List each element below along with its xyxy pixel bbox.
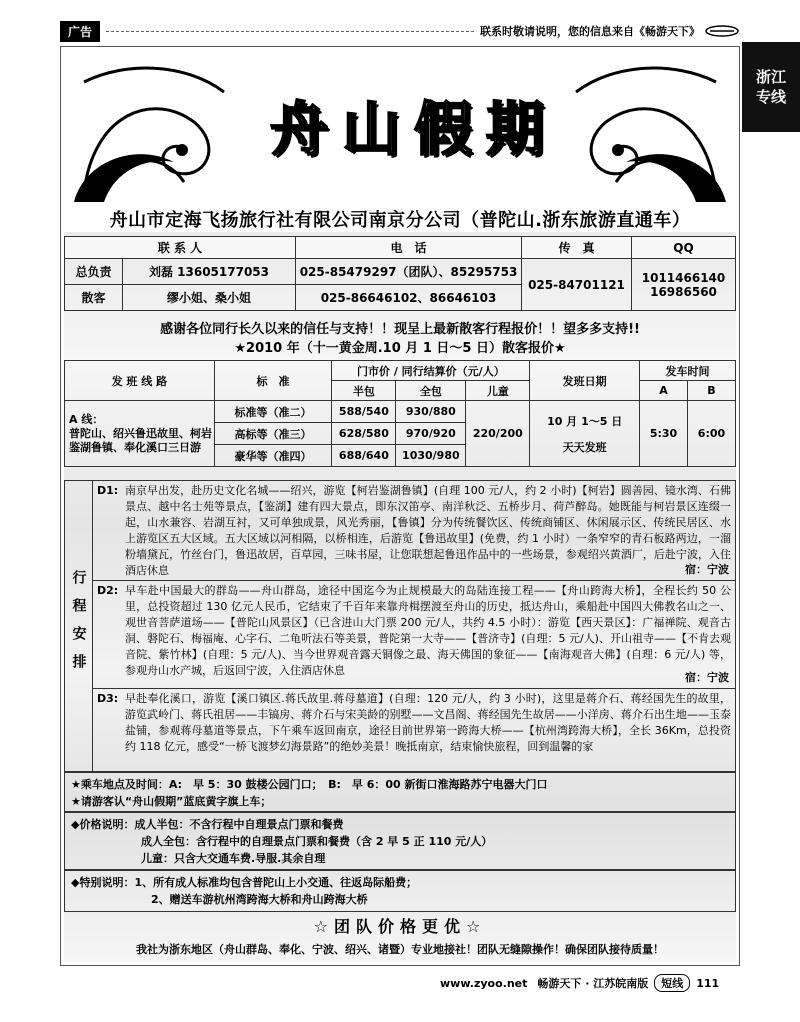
date-range: 10 月 1～5 日 bbox=[547, 414, 623, 428]
thanks-line1: 感谢各位同行长久以来的信任与支持！！现呈上最新散客行程报价！！望多多支持!! bbox=[160, 322, 640, 337]
group-text: 我社为浙东地区（舟山群岛、奉化、宁波、绍兴、诸暨）专业地接社！团队无缝隙操作！确保团队接待质量！ bbox=[136, 943, 664, 956]
itinerary bbox=[64, 480, 736, 772]
header-fax: 传 真 bbox=[522, 237, 632, 259]
day-3 bbox=[93, 689, 735, 773]
day-1-text: 南京早出发，赴历史文化名城——绍兴，游览【柯岩鉴湖鲁镇】(自理 100 元/人，约 2 小时)【柯岩】圆善园、镜水湾、石佛景点、越中名士苑等景点，【鉴湖】建有四大景点，即东汉笛亭、南洋秋泛、五桥步月、荷芦醉岛。她既能与柯岩景区连缀一起，山水兼容、岩湖互衬，又可单独成景，风光秀丽，【鲁镇】分为传统餐饮区、传统商铺区、休闲展示区、传统民居区、水上游览区五大区域。五大区域以河相隔，以桥相连，后游览【鲁迅故里】(免费，约 1 小时）一条窄窄的青石板路两边，一溜粉墙黛瓦，竹丝台门，鲁迅故居，百草园，三味书屋，让您联想起鲁迅作品中的一些场景，参观绍兴黄酒厂，后赴宁波，入住酒店休息 bbox=[125, 484, 731, 577]
role-retail: 散客 bbox=[65, 285, 123, 311]
header-time: 发车时间 bbox=[640, 361, 736, 381]
child-price: 220/200 bbox=[466, 401, 530, 467]
header-phone: 电 话 bbox=[296, 237, 522, 259]
day-3-label: D3: bbox=[97, 692, 119, 705]
header-route: 发 班 线 路 bbox=[65, 361, 215, 401]
price-table bbox=[64, 360, 736, 467]
half-3: 688/640 bbox=[332, 445, 396, 467]
full-3: 1030/980 bbox=[396, 445, 466, 467]
header-qq: QQ bbox=[632, 237, 736, 259]
footer-tag: 短线 bbox=[654, 974, 690, 992]
group-title: ☆团队价格更优☆ bbox=[313, 917, 487, 936]
day-1-stay: 宿：宁波 bbox=[685, 563, 729, 576]
day-3-text: 早赴奉化溪口，游览【溪口镇区.蒋氏故里.蒋母墓道】(自理：120 元/人，约 3 小时)，这里是蒋介石、蒋经国先生的故里，游览武岭门、蒋氏祖居——丰镐房、蒋介石与宋美龄的别墅——文昌阁、蒋经国先生故居——小洋房、蒋介石出生地——玉泰盐铺，参观蒋母墓道等景点，下午乘车返回南京，途径目前世界第一跨海大桥——【杭州湾跨海大桥】，全长 36Km，总投资约 118 亿元，感受“一桥飞渡梦幻海景路”的绝妙美景！晚抵南京，结束愉快旅程，回到温馨的家 bbox=[125, 692, 731, 753]
day-1 bbox=[93, 481, 735, 581]
half-1: 588/540 bbox=[332, 401, 396, 423]
std-1: 标准等（准二） bbox=[214, 401, 332, 423]
day-1-label: D1: bbox=[97, 484, 119, 497]
thanks-banner bbox=[64, 320, 736, 360]
date-daily: 天天发班 bbox=[562, 440, 607, 454]
divider bbox=[106, 31, 474, 32]
price-notes bbox=[64, 812, 736, 870]
phone-main: 025-85479297（团队）、85295753 bbox=[296, 259, 522, 285]
thanks-line2: ★2010 年（十一黄金周.10 月 1 日～5 日）散客报价★ bbox=[234, 341, 566, 356]
footer bbox=[440, 974, 740, 992]
full-2: 970/920 bbox=[396, 423, 466, 445]
role-main: 总负责 bbox=[65, 259, 123, 285]
departure-date bbox=[530, 401, 640, 467]
half-2: 628/580 bbox=[332, 423, 396, 445]
special-notes bbox=[64, 870, 736, 912]
special-note-1: ◆特别说明：1、所有成人标准均包含普陀山上小交通、往返岛际船费； bbox=[71, 876, 418, 889]
contact-table bbox=[64, 236, 736, 311]
phone-retail: 025-86646102、86646103 bbox=[296, 285, 522, 311]
header-full: 全包 bbox=[396, 381, 466, 401]
fax-number: 025-84701121 bbox=[522, 259, 632, 311]
header-child: 儿童 bbox=[466, 381, 530, 401]
qq-numbers bbox=[632, 259, 736, 311]
boarding-info bbox=[64, 772, 736, 812]
ad-label: 广告 bbox=[60, 21, 100, 42]
itinerary-label-box bbox=[65, 481, 93, 771]
special-note-2: 2、赠送车游杭州湾跨海大桥和舟山跨海大桥 bbox=[151, 893, 368, 906]
full-1: 930/880 bbox=[396, 401, 466, 423]
std-2: 高标等（准三） bbox=[214, 423, 332, 445]
time-a: 5:30 bbox=[640, 401, 688, 467]
section-tab-line1: 浙江 bbox=[755, 68, 786, 86]
page-title: 舟山假期 bbox=[269, 95, 558, 163]
qq-1: 1011466140 bbox=[641, 270, 726, 285]
day-2 bbox=[93, 581, 735, 689]
section-tab bbox=[742, 42, 800, 132]
source-note: 联系时敬请说明，您的信息来自《畅游天下》 bbox=[480, 25, 700, 38]
price-note-1: ◆价格说明：成人半包：不含行程中自理景点门票和餐费 bbox=[71, 818, 344, 831]
title-banner bbox=[64, 52, 736, 202]
price-note-3: 儿童：只含大交通车费.导服.其余自理 bbox=[141, 852, 326, 865]
header-standard: 标 准 bbox=[214, 361, 332, 401]
header-a: A bbox=[640, 381, 688, 401]
footer-site: www.zyoo.net bbox=[440, 976, 528, 990]
footer-magazine: 畅游天下 · 江苏皖南版 bbox=[537, 977, 649, 990]
header-date: 发班日期 bbox=[530, 361, 640, 401]
boarding-line2: ★请游客认“舟山假期”蓝底黄字旗上车； bbox=[71, 795, 272, 808]
header-price: 门市价 / 同行结算价（元/人） bbox=[332, 361, 530, 381]
person-main: 刘磊 13605177053 bbox=[123, 259, 296, 285]
section-tab-line2: 专线 bbox=[755, 88, 786, 106]
day-2-label: D2: bbox=[97, 584, 119, 597]
qq-2: 16986560 bbox=[650, 284, 717, 299]
price-note-2: 成人全包：含行程中的自理景点门票和餐费（含 2 早 5 正 110 元/人） bbox=[141, 835, 493, 848]
header-b: B bbox=[687, 381, 735, 401]
time-b: 6:00 bbox=[687, 401, 735, 467]
company-name: 舟山市定海飞扬旅行社有限公司南京分公司（普陀山.浙东旅游直通车） bbox=[109, 210, 691, 231]
top-bar bbox=[60, 20, 740, 42]
boarding-line1: ★乘车地点及时间：A: 早 5：30 鼓楼公园门口； B: 早 6：00 新街口淮海路苏宁电器大门口 bbox=[71, 778, 548, 791]
person-retail: 缪小姐、桑小姐 bbox=[123, 285, 296, 311]
header-contact: 联 系 人 bbox=[65, 237, 296, 259]
magazine-logo-icon bbox=[704, 24, 740, 38]
route-a: A 线： 普陀山、绍兴鲁迅故里、柯岩鉴湖鲁镇、奉化溪口三日游 bbox=[65, 401, 215, 467]
header-half: 半包 bbox=[332, 381, 396, 401]
group-promo bbox=[64, 914, 736, 962]
page-number: 111 bbox=[696, 976, 720, 990]
day-2-text: 早车赴中国最大的群岛——舟山群岛，途径中国迄今为止规模最大的岛陆连接工程——【舟山跨海大桥】，全程长约 50 公里，总投资超过 130 亿元人民币，它结束了千百年来靠舟楫摆渡至舟山的历史，抵达舟山，乘船赴中国四大佛教名山之一、观世音菩萨道场——【普陀山风景区】（已含进山大门票 200 元/人，共约 4.5 小时）：游览【西天景区】：广福禅院、观音古洞、磐陀石、梅福庵、心字石、二龟听法石等美景，普陀第一大寺——【普济寺】(自理：5 元/人)、开山祖寺——【不肯去观音院、紫竹林】(自理：5 元/人)、当今世界观音露天铜像之最、海天佛国的象征——【南海观音大佛】(自理：6 元/人) 等，参观舟山水产城，后返回宁波，入住酒店休息 bbox=[125, 584, 731, 677]
day-2-stay: 宿：宁波 bbox=[685, 671, 729, 684]
itinerary-label: 行程安排 bbox=[70, 570, 87, 682]
std-3: 豪华等（准四） bbox=[214, 445, 332, 467]
